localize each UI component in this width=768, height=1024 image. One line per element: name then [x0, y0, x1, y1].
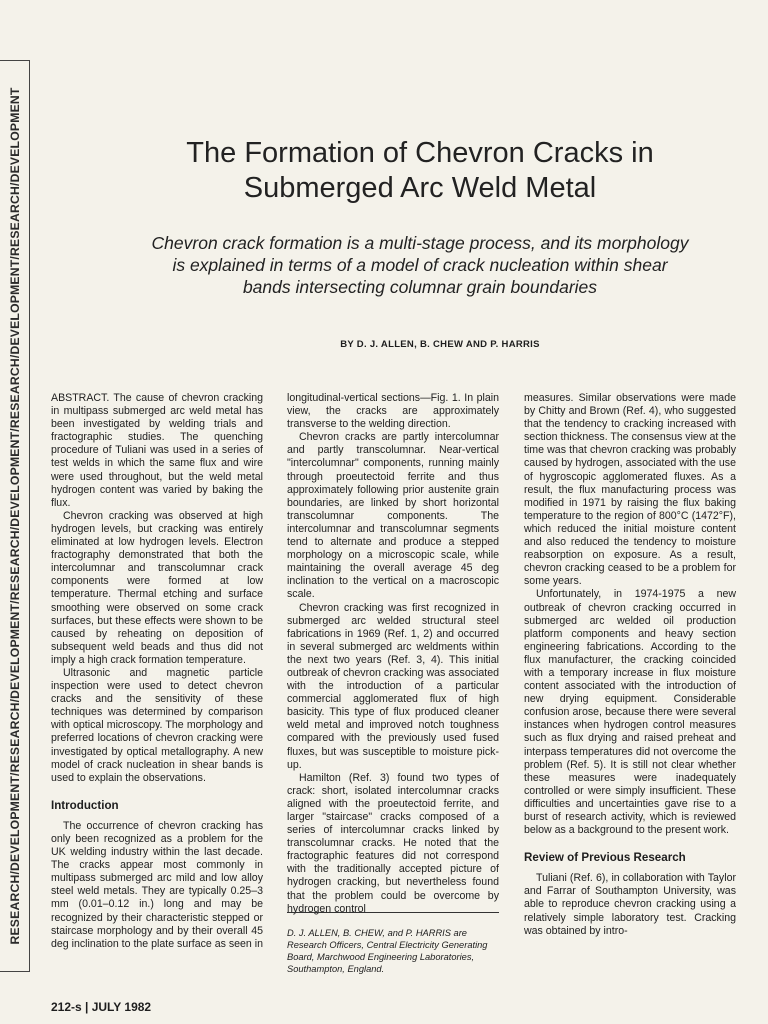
body-paragraph: measures. Similar observations were made by Chitty and Brown (Ref. 4), who suggested that the tendency to cracking increased with section thickness. The consensus view at the time was that chevron cracking was probably caused by hydrogen, associated with the use of hygroscopic agglomerated fluxes. As a result, the flux manufacturing process was modified in 1971 by raising the flux baking temperature to the region of 800°C (1472°F), which reduced the initial moisture content and also reduced the tendency to moisture reabsorption on exposure. As a result, chevron cracking ceased to be a problem for some years. — [524, 392, 736, 588]
body-paragraph: Unfortunately, in 1974-1975 a new outbreak of chevron cracking occurred in submerged arc welded oil production platform components and heavy section engineering fabrications. According to the flux manufacturer, the cracking coincided with a temporary increase in flux moisture content associated with the introduction of new drying equipment. Considerable confusion arose, because there were several instances when hydrogen control measures such as flux drying and raised preheat and interpass temperatures did not overcome the problem (Ref. 5). It is still not clear whether these measures were inadequately controlled or were simply insufficient. These difficulties and uncertainties gave rise to a burst of research activity, which is reviewed below as a background to the present work. — [524, 588, 736, 837]
title-line-1: The Formation of Chevron Cracks in — [186, 137, 654, 169]
body-paragraph: Ultrasonic and magnetic particle inspection were used to detect chevron cracks and the sensitivity of these techniques was determined by comparison with optical microscopy. The morphology and preferred locations of chevron cracking were investigated by optical metallography. A new model of crack nucleation in shear bands is used to explain the observations. — [51, 666, 263, 784]
body-paragraph: Chevron cracks are partly intercolumnar and partly transcolumnar. Near-vertical "intercolumnar" components, running mainly through proeutectoid ferrite and thus approximately following prior austenite grain boundaries, are linked by short horizontal transcolumnar components. The intercolumnar and transcolumnar segments tend to alternate and produce a stepped morphology on a microscopic scale, while maintaining the overall average 45 deg inclination to the vertical on a macroscopic scale. — [287, 431, 499, 601]
author-footnote: D. J. ALLEN, B. CHEW, and P. HARRIS are Research Officers, Central Electricity Generating Board, Marchwood Engineering Laboratories, Southampton, England. — [287, 912, 499, 975]
article-subtitle: Chevron crack formation is a multi-stage process, and its morphology is explained in terms of a model of crack nucleation within shear bands intersecting columnar grain boundaries — [151, 233, 689, 297]
column-3 — [524, 392, 736, 938]
side-section-label: RESEARCH/DEVELOPMENT/RESEARCH/DEVELOPMENT/RESEARCH/DEVELOPMENT/RESEARCH/DEVELOPMENT/RESEARCH/DEVELOPMENT — [8, 87, 22, 945]
article-title — [60, 136, 768, 206]
body-paragraph: longitudinal-vertical sections—Fig. 1. In plain view, the cracks are approximately transverse to the welding direction. — [287, 392, 499, 431]
page-folio: 212-s | JULY 1982 — [51, 1000, 152, 1014]
abstract-paragraph: ABSTRACT. The cause of chevron cracking in multipass submerged arc weld metal has been investigated by welding trials and fractographic studies. The quenching procedure of Tuliani was used in a series of test welds in which the same flux and wire were used throughout, but the weld metal hydrogen content was varied by baking the flux. — [51, 392, 263, 509]
section-heading-review: Review of Previous Research — [524, 851, 686, 865]
body-paragraph: The occurrence of chevron cracking has only been recognized as a problem for the UK welding industry within the last decade. The cracks appear most commonly in multipass submerged arc mild and low alloy steel weld metals. They are typically 0.25–3 mm (0.01–0.12 in.) long and may be recognized by their characteristic stepped or staircase morphology and by their overall 45 deg inclination to the plate surface as seen in — [51, 819, 264, 950]
body-paragraph: Hamilton (Ref. 3) found two types of crack: short, isolated intercolumnar cracks aligned with the proeutectoid ferrite, and larger "staircase" cracks composed of a series of intercolumnar cracks linked by transcolumnar cracks. He noted that the fractographic features did not correspond with the traditionally accepted picture of hydrogen cracking, but nevertheless found that the problem could be overcome by hydrogen control — [287, 771, 499, 915]
body-paragraph: Tuliani (Ref. 6), in collaboration with Taylor and Farrar of Southampton University, was able to reproduce chevron cracking using a relatively simple laboratory test. Cracking was obtained by intro- — [524, 872, 736, 937]
body-paragraph: Chevron cracking was first recognized in submerged arc welded structural steel fabrications in 1969 (Ref. 1, 2) and occurred in several submerged arc weldments within the next two years (Ref. 3, 4). This initial outbreak of chevron cracking was associated with the introduction of a particular commercial agglomerated flux of high basicity. This type of flux produced cleaner weld metal and improved notch toughness compared with the previously used fused fluxes, but was susceptible to moisture pick-up. — [287, 601, 499, 771]
title-line-2: Submerged Arc Weld Metal — [243, 172, 597, 204]
column-2 — [287, 392, 499, 916]
section-heading-introduction: Introduction — [51, 798, 119, 812]
column-1 — [51, 392, 263, 951]
author-byline: BY D. J. ALLEN, B. CHEW AND P. HARRIS — [340, 339, 540, 350]
body-paragraph: Chevron cracking was observed at high hydrogen levels, but cracking was entirely eliminated at low hydrogen levels. Electron fractography demonstrated that both the intercolumnar and transcolumnar crack components were formed at low temperature. Thermal etching and surface smoothing were observed on some crack surfaces, but these effects were shown to be caused by reheating on deposition of subsequent weld beads and thus did not imply a high crack formation temperature. — [51, 509, 263, 666]
